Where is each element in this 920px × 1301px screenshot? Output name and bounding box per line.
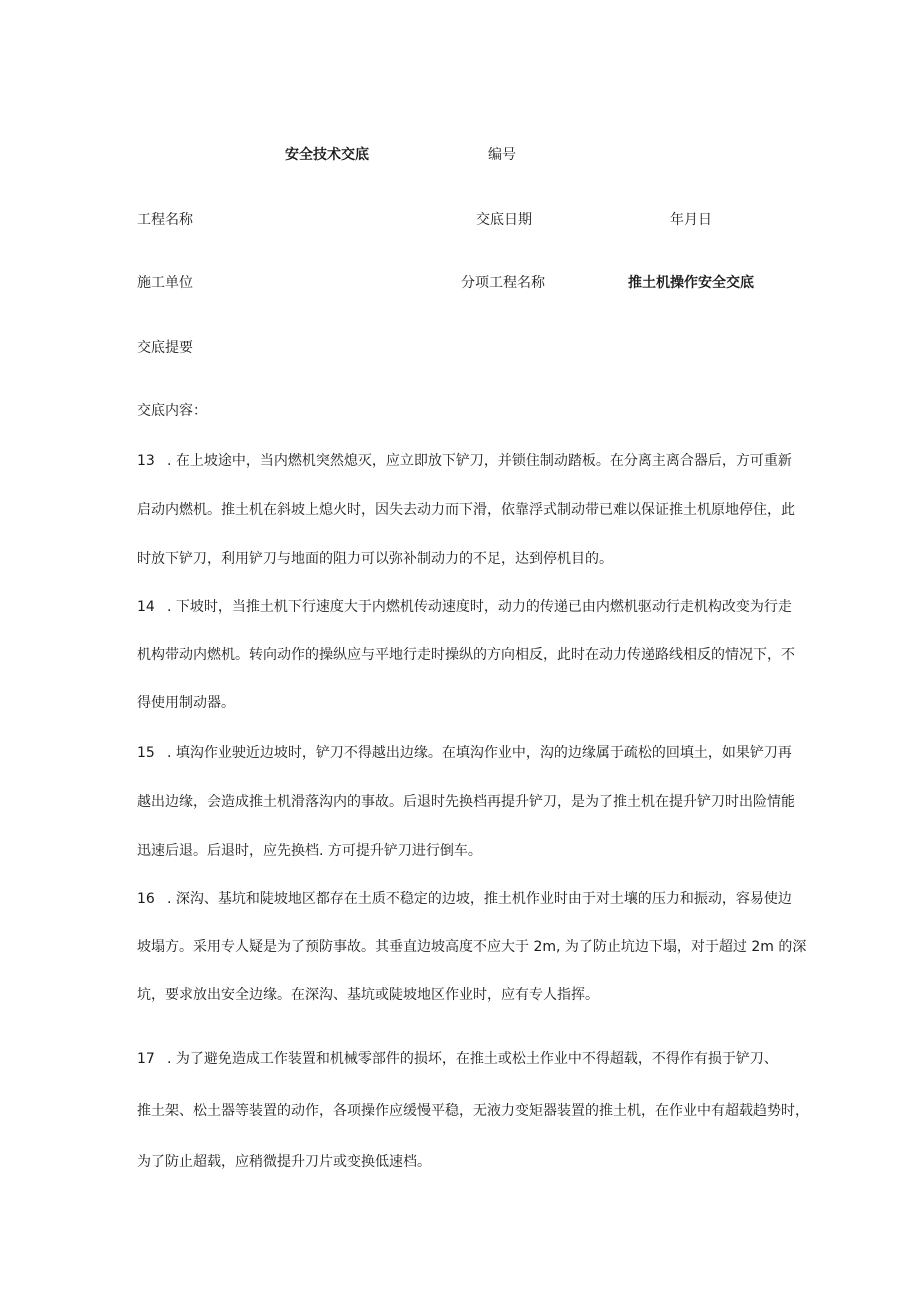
item-line: 启动内燃机。推土机在斜坡上熄火时，因失去动力而下滑，依靠浮式制动带已难以保证推土机原地停住，此 (137, 502, 795, 518)
unit-label: 施工单位 (137, 275, 193, 291)
content-item (137, 451, 795, 571)
content-item (137, 1049, 809, 1179)
item-number: 17 (137, 1051, 155, 1067)
document-title: 安全技术交底 (285, 147, 369, 163)
item-line: 得使用制动器。 (137, 695, 235, 711)
number-label: 编号 (488, 147, 516, 163)
item-line: 14 . 下坡时，当推土机下行速度大于内燃机传动速度时，动力的传递已由内燃机驱动行走机构改变为行走 (137, 599, 792, 615)
project-name-label: 工程名称 (137, 212, 193, 228)
subitem-value: 推土机操作安全交底 (628, 275, 754, 291)
item-line: 机构带动内燃机。转向动作的操纵应与平地行走时操纵的方向相反，此时在动力传递路线相反的情况下，不 (137, 647, 795, 663)
item-line: 为了防止超载，应稍微提升刀片或变换低速档。 (137, 1154, 431, 1170)
item-line: 16 . 深沟、基坑和陡坡地区都存在土质不稳定的边坡，推土机作业时由于对土壤的压力和振动，容易使边 (137, 891, 792, 907)
content-item (137, 889, 807, 1009)
item-number: 14 (137, 599, 155, 615)
item-line: 时放下铲刀，利用铲刀与地面的阻力可以弥补制动力的不足，达到停机目的。 (137, 551, 613, 567)
item-line: 15 . 填沟作业驶近边坡时，铲刀不得越出边缘。在填沟作业中，沟的边缘属于疏松的回填土，如果铲刀再 (137, 745, 792, 761)
item-number: 16 (137, 891, 155, 907)
date-value: 年月日 (670, 212, 712, 228)
subitem-label: 分项工程名称 (461, 275, 545, 291)
content-label: 交底内容： (137, 403, 207, 419)
item-line: 越出边缘，会造成推土机滑落沟内的事故。后退时先换档再提升铲刀，是为了推土机在提升铲刀时出险情能 (137, 794, 795, 810)
item-number: 15 (137, 745, 155, 761)
item-line: 坑，要求放出安全边缘。在深沟、基坑或陡坡地区作业时，应有专人指挥。 (137, 987, 599, 1003)
item-line: 坡塌方。采用专人疑是为了预防事故。其垂直边坡高度不应大于 2m, 为了防止坑边下塌，对于超过 2m 的深 (137, 939, 807, 955)
summary-label: 交底提要 (137, 340, 193, 356)
item-line: 17 . 为了避免造成工作装置和机械零部件的损坏，在推土或松土作业中不得超载，不得作有损于铲刀、 (137, 1051, 778, 1067)
content-item (137, 597, 795, 717)
content-item (137, 743, 795, 863)
item-number: 13 (137, 453, 155, 469)
date-label: 交底日期 (476, 212, 532, 228)
item-line: 迅速后退。后退时，应先换档. 方可提升铲刀进行倒车。 (137, 843, 482, 859)
item-line: 13 . 在上坡途中，当内燃机突然熄灭，应立即放下铲刀，并锁住制动踏板。在分离主离合器后，方可重新 (137, 453, 792, 469)
item-line: 推土架、松土器等装置的动作，各项操作应缓慢平稳，无液力变矩器装置的推土机，在作业中有超载趋势时， (137, 1103, 809, 1119)
